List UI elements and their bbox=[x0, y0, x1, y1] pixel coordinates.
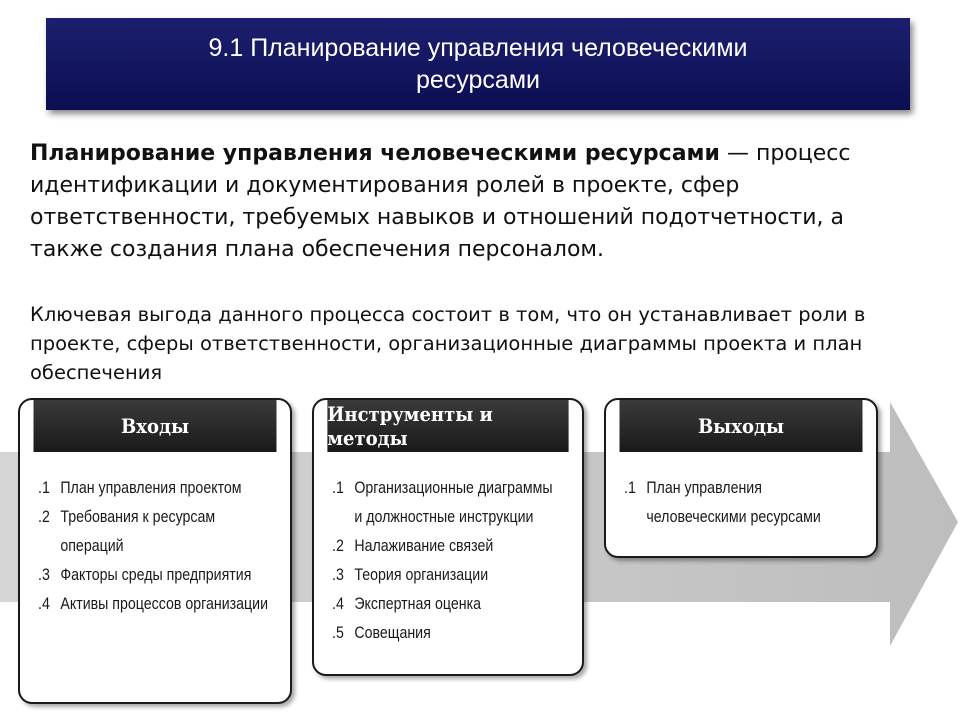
list-item: .1 План управления bbox=[624, 479, 762, 497]
list-item: .1 Организационные диаграммы bbox=[332, 479, 553, 497]
list-item: .2 Требования к ресурсам bbox=[38, 508, 216, 526]
list-item: .3 Факторы среды предприятия bbox=[38, 566, 252, 584]
list-item: .3 Теория организации bbox=[332, 566, 489, 584]
definition-term: Планирование управления человеческими ресурсами bbox=[30, 141, 720, 166]
definition-text: — процесс идентификации и документирования ролей в проекте, сфер ответственности, требуемых навыков и отношений подотчетности, а также создания плана обеспечения персоналом. bbox=[30, 141, 851, 262]
outputs-box bbox=[604, 398, 878, 558]
list-item-continuation: и должностные инструкции bbox=[354, 508, 534, 526]
inputs-header: Входы bbox=[34, 400, 277, 452]
benefit-paragraph: Ключевая выгода данного процесса состоит в том, что он устанавливает роли в проекте, сферы ответственности, организационные диаграммы проекта и план обеспечения bbox=[30, 303, 866, 384]
list-item: .2 Налаживание связей bbox=[332, 537, 494, 555]
list-item: .4 Активы процессов организации bbox=[38, 595, 269, 613]
slide-title: 9.1 Планирование управления человеческими ресурсами bbox=[208, 34, 748, 94]
list-item-continuation: операций bbox=[60, 537, 124, 555]
list-item: .4 Экспертная оценка bbox=[332, 595, 482, 613]
definition-paragraph bbox=[30, 138, 910, 266]
slide-title-bar bbox=[46, 18, 910, 110]
inputs-box bbox=[18, 398, 292, 704]
list-item: .5 Совещания bbox=[332, 624, 431, 642]
list-item-continuation: человеческими ресурсами bbox=[646, 508, 821, 526]
outputs-header: Выходы bbox=[620, 400, 863, 452]
tools-box bbox=[312, 398, 584, 676]
tools-header: Инструменты и методы bbox=[327, 400, 568, 452]
list-item: .1 План управления проектом bbox=[38, 479, 242, 497]
